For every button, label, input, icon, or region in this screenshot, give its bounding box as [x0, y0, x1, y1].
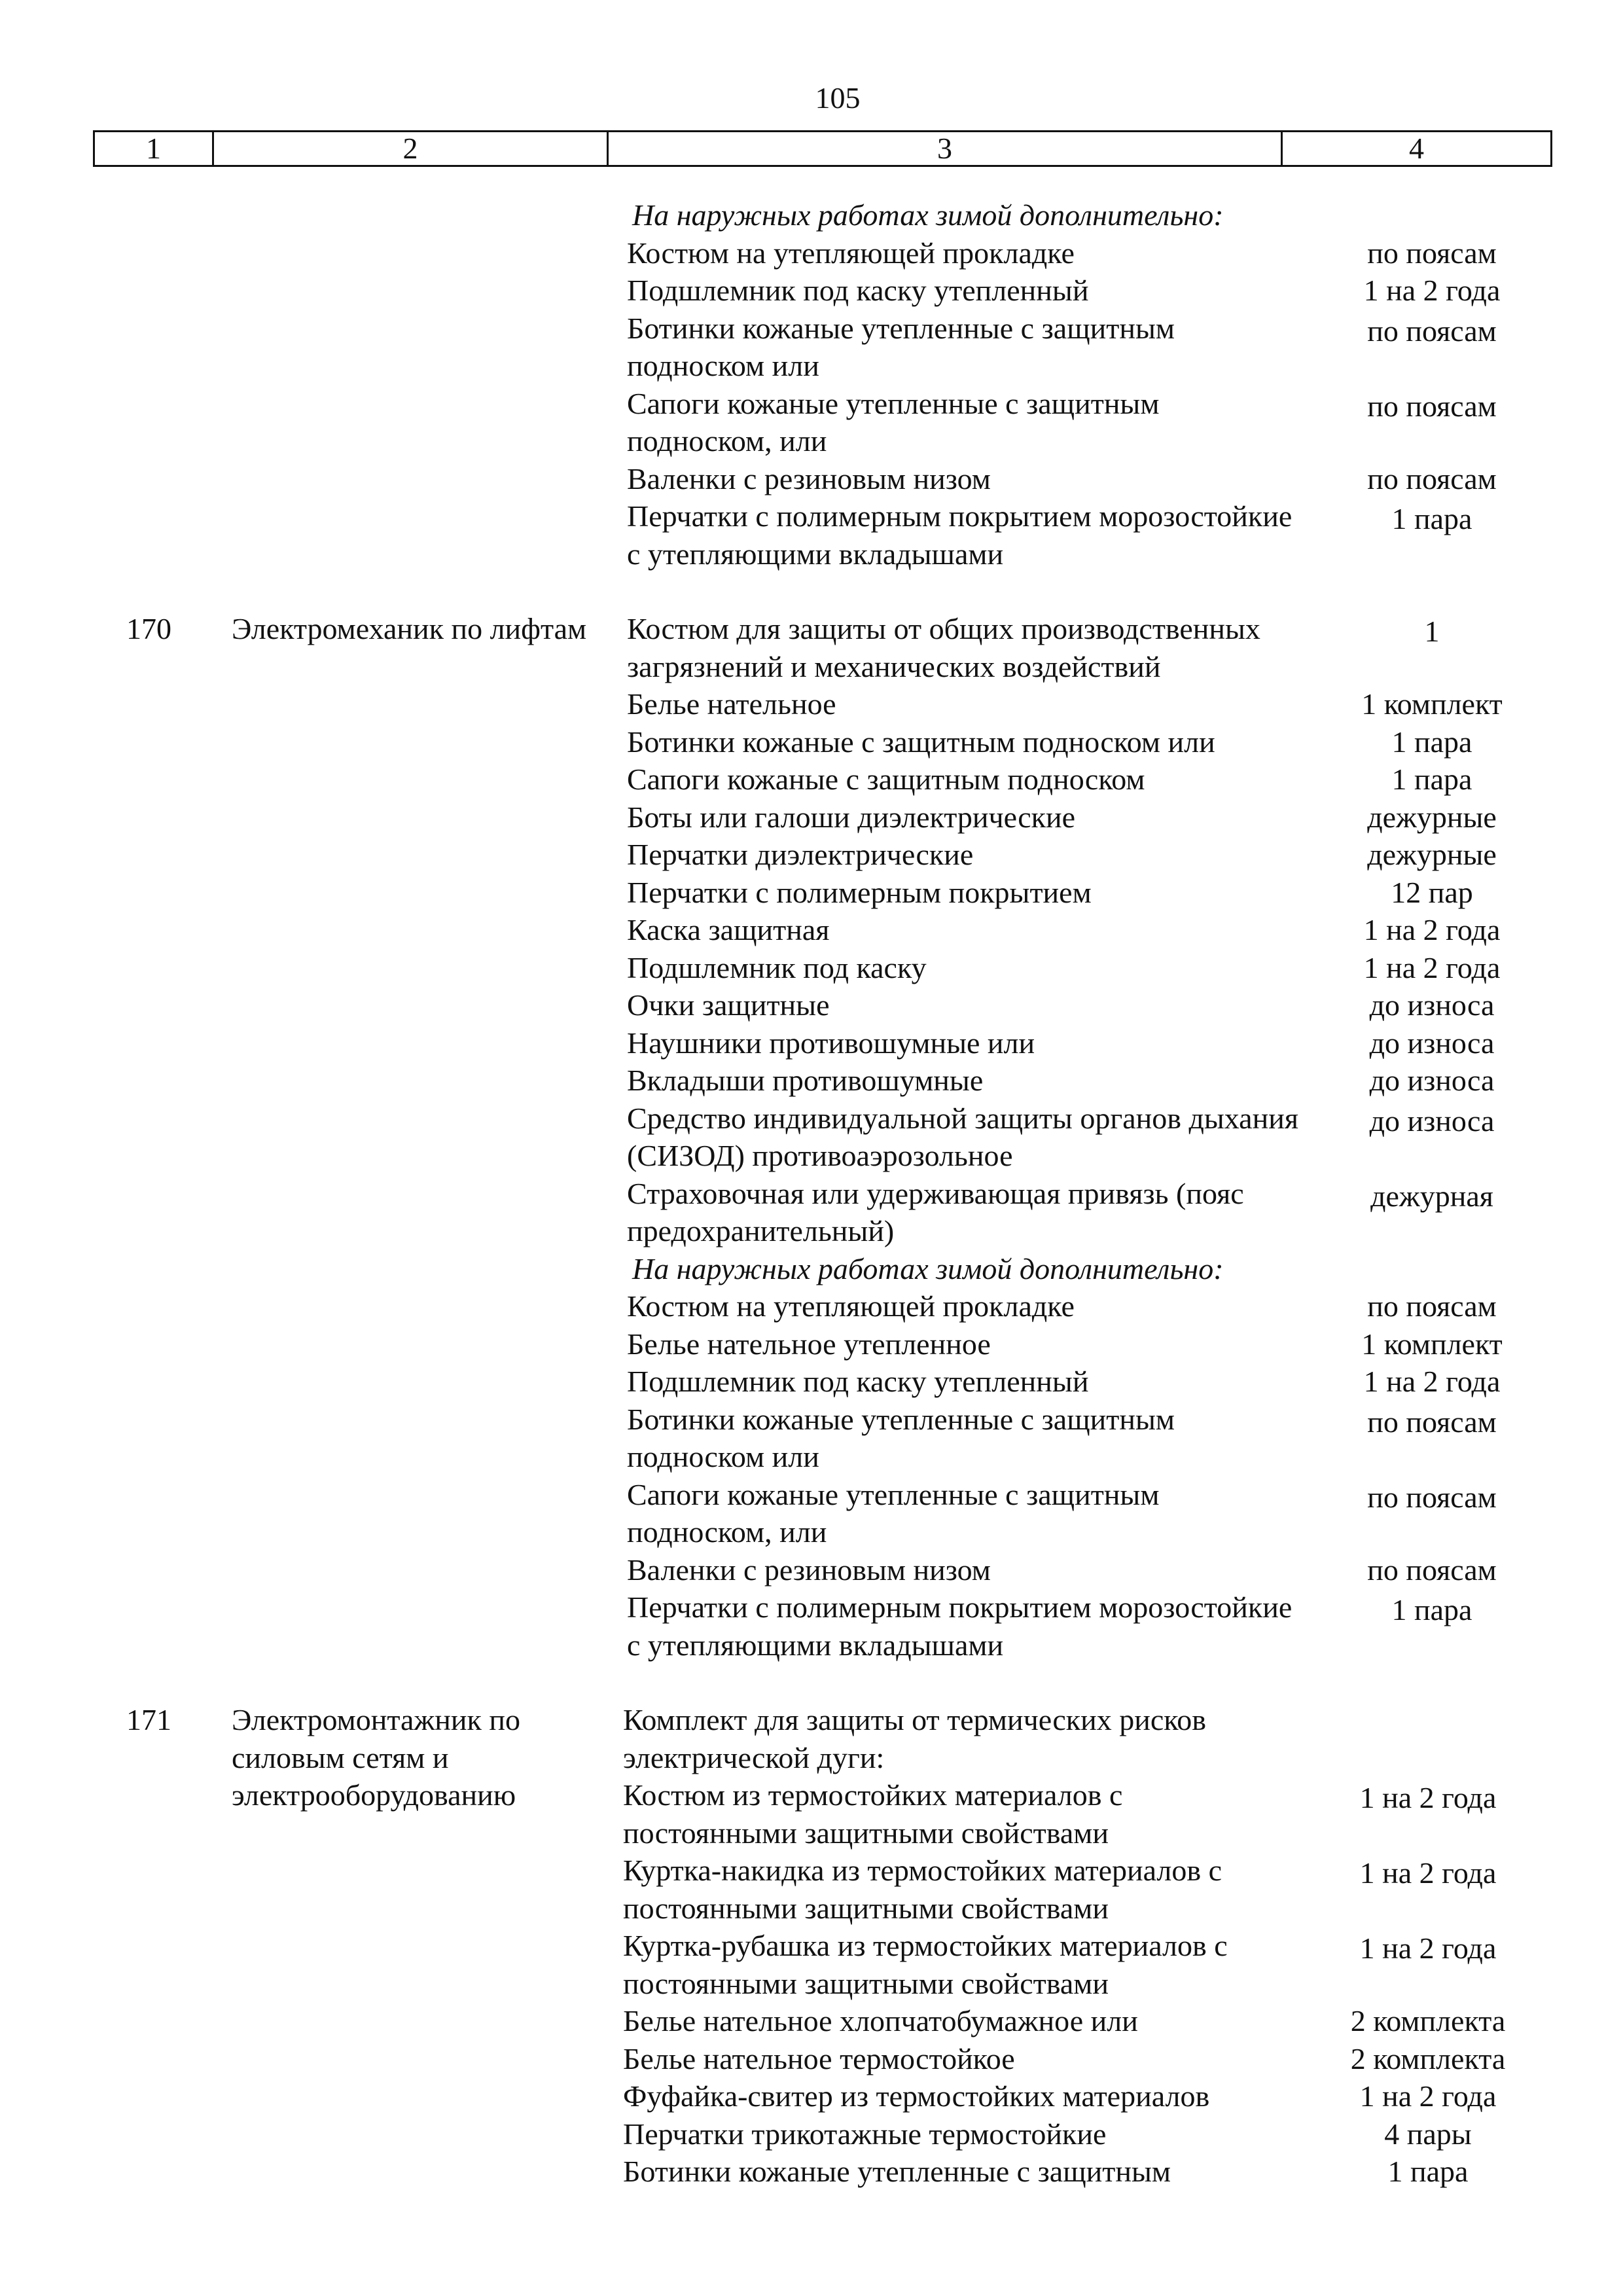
table-row [0, 685, 1623, 723]
table-row [0, 1287, 1623, 1325]
equipment-item: Перчатки трикотажные термостойкие [623, 2117, 1107, 2151]
table-row [0, 761, 1623, 798]
table-row [0, 610, 1623, 685]
equipment-item: Вкладыши противошумные [627, 1064, 984, 1097]
issue-norm: 1 на 2 года [1359, 2079, 1497, 2113]
table-row [0, 798, 1623, 836]
table-row [0, 1062, 1623, 1100]
table-row [0, 2077, 1623, 2115]
issue-norm: 1 на 2 года [1363, 950, 1501, 984]
table-row [0, 874, 1623, 912]
issue-norm: 1 пара [1391, 502, 1472, 535]
table-row [0, 1024, 1623, 1062]
equipment-item: Ботинки кожаные утепленные с защитным подноском или [627, 311, 1175, 382]
table-row [0, 1701, 1623, 1776]
equipment-item: Костюм на утепляющей прокладке [627, 1289, 1075, 1323]
equipment-item: Комплект для защиты от термических рисков электрической дуги: [623, 1703, 1207, 1774]
equipment-item: Подшлемник под каску утепленный [627, 1365, 1089, 1398]
equipment-item: Ботинки кожаные утепленные с защитным [623, 2155, 1171, 2188]
issue-norm: 1 пара [1391, 1593, 1472, 1626]
equipment-item: Ботинки кожаные утепленные с защитным подноском или [627, 1402, 1175, 1473]
table-row [0, 310, 1623, 385]
table-row [0, 1363, 1623, 1401]
issue-norm: 4 пары [1384, 2117, 1472, 2151]
equipment-item: Сапоги кожаные утепленные с защитным подноском, или [627, 386, 1160, 457]
issue-norm: до износа [1369, 1026, 1495, 1060]
issue-norm: по поясам [1367, 314, 1497, 348]
issue-norm: дежурные [1367, 800, 1497, 834]
table-row [0, 1401, 1623, 1476]
issue-norm: дежурные [1367, 838, 1497, 871]
column-header-1: 1 [95, 132, 214, 165]
issue-norm: 1 пара [1391, 762, 1472, 796]
issue-norm: 2 комплекта [1350, 2004, 1506, 2037]
issue-norm: по поясам [1367, 1480, 1497, 1514]
equipment-item: Средство индивидуальной защиты органов дыхания (СИЗОД) противоаэрозольное [627, 1101, 1298, 1172]
table-row [0, 2153, 1623, 2191]
table-row [0, 949, 1623, 987]
table-row [0, 385, 1623, 460]
equipment-item: Белье нательное хлопчатобумажное или [623, 2004, 1138, 2037]
equipment-item: Наушники противошумные или [627, 1026, 1035, 1060]
table-row [0, 272, 1623, 310]
table-body [0, 196, 1623, 2191]
issue-norm: по поясам [1367, 1289, 1497, 1323]
page-number: 105 [815, 81, 861, 115]
issue-norm: 1 пара [1391, 725, 1472, 759]
equipment-item: Ботинки кожаные с защитным подноском или [627, 725, 1215, 759]
table-row [0, 986, 1623, 1024]
equipment-item: Подшлемник под каску [627, 950, 927, 984]
issue-norm: по поясам [1367, 389, 1497, 423]
issue-norm: 1 комплект [1361, 687, 1503, 721]
column-header-3: 3 [609, 132, 1283, 165]
table-row [0, 1325, 1623, 1363]
issue-norm: 1 на 2 года [1363, 1365, 1501, 1398]
table-row [0, 2002, 1623, 2040]
issue-norm [1297, 1701, 1559, 1704]
table-row [0, 497, 1623, 573]
table-group-continued [0, 196, 1623, 573]
issue-norm: 1 на 2 года [1363, 274, 1501, 307]
equipment-item: Валенки с резиновым низом [627, 461, 991, 495]
section-subheading: На наружных работах зимой дополнительно: [632, 198, 1224, 232]
equipment-item: Фуфайка-свитер из термостойких материалов [623, 2079, 1210, 2113]
equipment-item: Белье нательное [627, 687, 836, 721]
table-group-171 [0, 1701, 1623, 2191]
equipment-item: Перчатки с полимерным покрытием морозостойкие с утепляющими вкладышами [627, 499, 1293, 571]
column-header-4: 4 [1409, 132, 1424, 165]
table-row [0, 1852, 1623, 1927]
equipment-item: Боты или галоши диэлектрические [627, 800, 1076, 834]
equipment-item: Костюм для защиты от общих производственных загрязнений и механических воздействий [627, 612, 1260, 683]
table-row [0, 1175, 1623, 1250]
issue-norm: 1 на 2 года [1363, 913, 1501, 946]
row-number: 170 [126, 612, 171, 645]
equipment-item: Куртка-накидка из термостойких материалов с постоянными защитными свойствами [623, 1854, 1222, 1925]
table-row [0, 234, 1623, 272]
table-row [0, 1250, 1623, 1288]
table-row [0, 723, 1623, 761]
equipment-item: Страховочная или удерживающая привязь (пояс предохранительный) [627, 1176, 1244, 1247]
issue-norm: 1 [1424, 615, 1440, 648]
table-row [0, 1927, 1623, 2002]
profession-name: Электромеханик по лифтам [232, 612, 587, 645]
issue-norm: по поясам [1367, 1405, 1497, 1439]
table-row [0, 196, 1623, 234]
equipment-item: Подшлемник под каску утепленный [627, 274, 1089, 307]
issue-norm: по поясам [1367, 1552, 1497, 1587]
table-row [0, 2040, 1623, 2078]
table-row [0, 2115, 1623, 2153]
table-row [0, 1776, 1623, 1852]
equipment-item: Куртка-рубашка из термостойких материалов с постоянными защитными свойствами [623, 1929, 1228, 2000]
issue-norm: 12 пар [1391, 875, 1473, 909]
issue-norm: до износа [1369, 1103, 1495, 1138]
equipment-item: Костюм на утепляющей прокладке [627, 236, 1075, 270]
equipment-item: Перчатки с полимерным покрытием [627, 875, 1092, 909]
column-header-2: 2 [214, 132, 609, 165]
issue-norm: 1 пара [1387, 2155, 1469, 2188]
table-row [0, 836, 1623, 874]
table-row [0, 911, 1623, 949]
equipment-item: Перчатки с полимерным покрытием морозостойкие с утепляющими вкладышами [627, 1590, 1293, 1662]
equipment-item: Костюм из термостойких материалов с постоянными защитными свойствами [623, 1778, 1123, 1850]
equipment-item: Каска защитная [627, 913, 830, 946]
issue-norm: 1 комплект [1361, 1327, 1503, 1361]
table-row [0, 1100, 1623, 1175]
table-row [0, 1588, 1623, 1664]
issue-norm: до износа [1369, 988, 1495, 1022]
table-group-170 [0, 610, 1623, 1664]
column-header-row [93, 130, 1552, 167]
equipment-item: Сапоги кожаные с защитным подноском [627, 762, 1145, 796]
equipment-item: Валенки с резиновым низом [627, 1552, 991, 1587]
table-row [0, 1551, 1623, 1589]
profession-name: Электромонтажник по силовым сетям и электрооборудованию [232, 1703, 520, 1812]
issue-norm: 1 на 2 года [1359, 1781, 1497, 1814]
equipment-item: Очки защитные [627, 988, 830, 1022]
issue-norm: по поясам [1367, 236, 1497, 270]
equipment-item: Белье нательное термостойкое [623, 2041, 1015, 2075]
equipment-item: Белье нательное утепленное [627, 1327, 991, 1361]
equipment-item: Сапоги кожаные утепленные с защитным подноском, или [627, 1477, 1160, 1549]
equipment-item: Перчатки диэлектрические [627, 838, 974, 871]
issue-norm: дежурная [1370, 1179, 1493, 1213]
issue-norm: 2 комплекта [1350, 2041, 1506, 2075]
table-row [0, 1476, 1623, 1551]
issue-norm: до износа [1369, 1064, 1495, 1097]
issue-norm: 1 на 2 года [1359, 1931, 1497, 1965]
issue-norm: по поясам [1367, 461, 1497, 495]
section-subheading: На наружных работах зимой дополнительно: [632, 1251, 1224, 1285]
issue-norm: 1 на 2 года [1359, 1856, 1497, 1890]
row-number: 171 [126, 1703, 171, 1736]
table-row [0, 460, 1623, 498]
